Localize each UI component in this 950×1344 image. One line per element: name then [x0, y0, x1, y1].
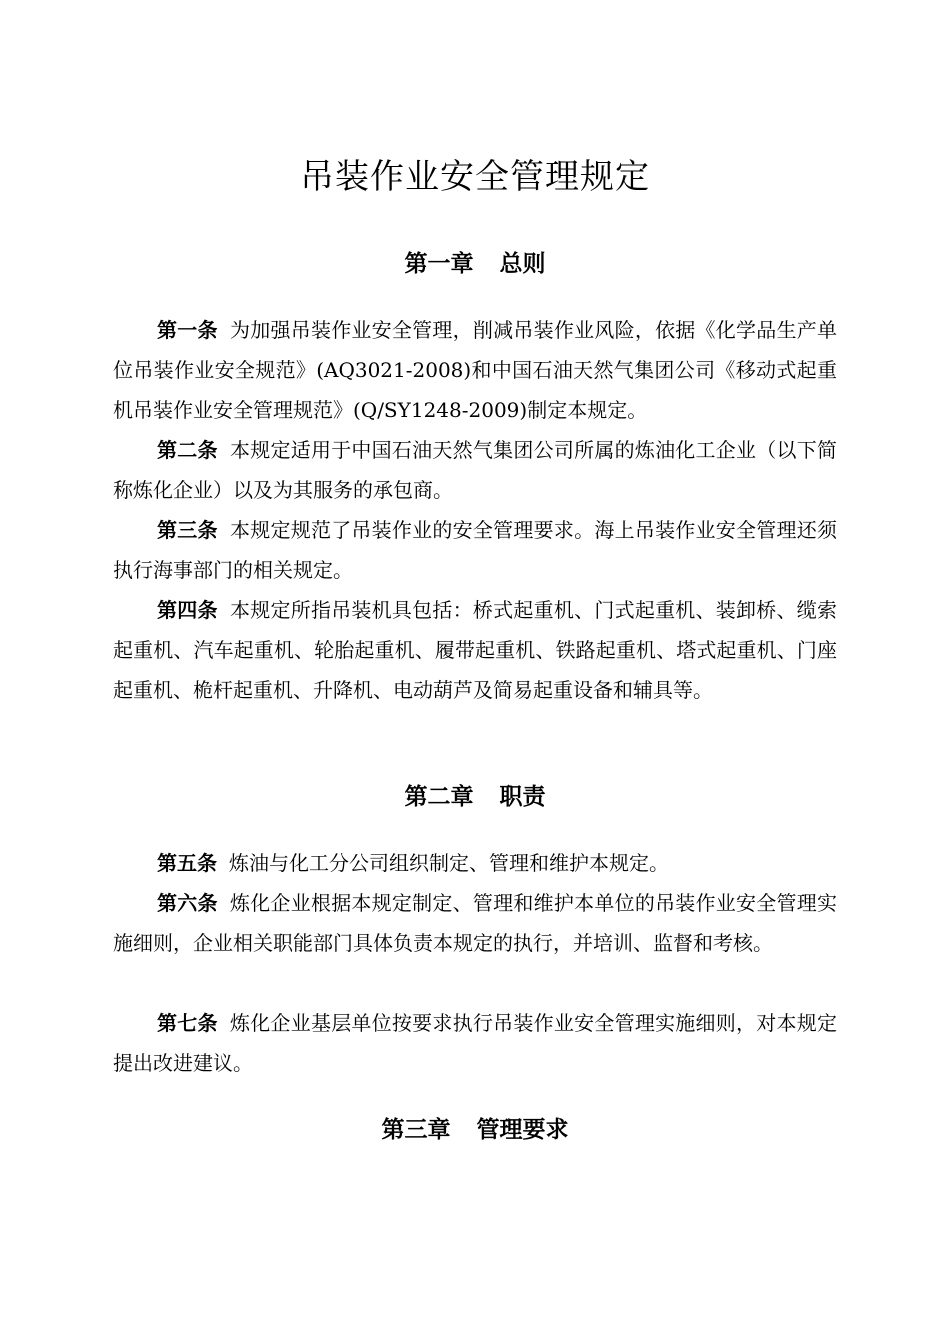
chapter-number: 第一章 — [404, 251, 474, 277]
article-label: 第一条 — [157, 318, 218, 342]
article-text: 本规定适用于中国石油天然气集团公司所属的炼油化工企业（以下简称炼化企业）以及为其服务的承包商。 — [113, 438, 838, 502]
article-text: 本规定规范了吊装作业的安全管理要求。海上吊装作业安全管理还须执行海事部门的相关规定。 — [113, 518, 838, 582]
article-7 — [113, 1003, 837, 1083]
article-text: 炼化企业基层单位按要求执行吊装作业安全管理实施细则，对本规定提出改进建议。 — [113, 1011, 838, 1075]
chapter-heading-3 — [0, 1112, 950, 1148]
article-text: 炼油与化工分公司组织制定、管理和维护本规定。 — [229, 851, 669, 875]
article-label: 第二条 — [157, 438, 218, 462]
article-text: 本规定所指吊装机具包括：桥式起重机、门式起重机、装卸桥、缆索起重机、汽车起重机、轮胎起重机、履带起重机、铁路起重机、塔式起重机、门座起重机、桅杆起重机、升降机、电动葫芦及简易起重设备和辅具等。 — [113, 598, 838, 702]
article-label: 第七条 — [157, 1011, 218, 1035]
article-label: 第五条 — [157, 851, 217, 875]
article-2 — [113, 430, 837, 510]
article-label: 第四条 — [157, 598, 218, 622]
chapter-number: 第二章 — [404, 784, 474, 810]
chapter-name: 总则 — [499, 251, 546, 277]
chapter-heading-2 — [0, 779, 950, 815]
chapter-name: 职责 — [499, 784, 546, 810]
article-1 — [113, 310, 837, 430]
chapter-name: 管理要求 — [476, 1117, 569, 1143]
document-title: 吊装作业安全管理规定 — [300, 157, 650, 197]
article-4 — [113, 590, 837, 710]
article-6 — [113, 883, 837, 963]
article-3 — [113, 510, 837, 590]
article-text: 为加强吊装作业安全管理，削减吊装作业风险，依据《化学品生产单位吊装作业安全规范》(AQ3021-2008)和中国石油天然气集团公司《移动式起重机吊装作业安全管理规范》(Q/SY1248-2009)制定本规定。 — [113, 318, 838, 422]
chapter-number: 第三章 — [381, 1117, 451, 1143]
article-label: 第三条 — [157, 518, 218, 542]
chapter-heading-1 — [0, 246, 950, 282]
article-5 — [113, 843, 837, 883]
article-label: 第六条 — [157, 891, 218, 915]
article-text: 炼化企业根据本规定制定、管理和维护本单位的吊装作业安全管理实施细则，企业相关职能部门具体负责本规定的执行，并培训、监督和考核。 — [113, 891, 838, 955]
